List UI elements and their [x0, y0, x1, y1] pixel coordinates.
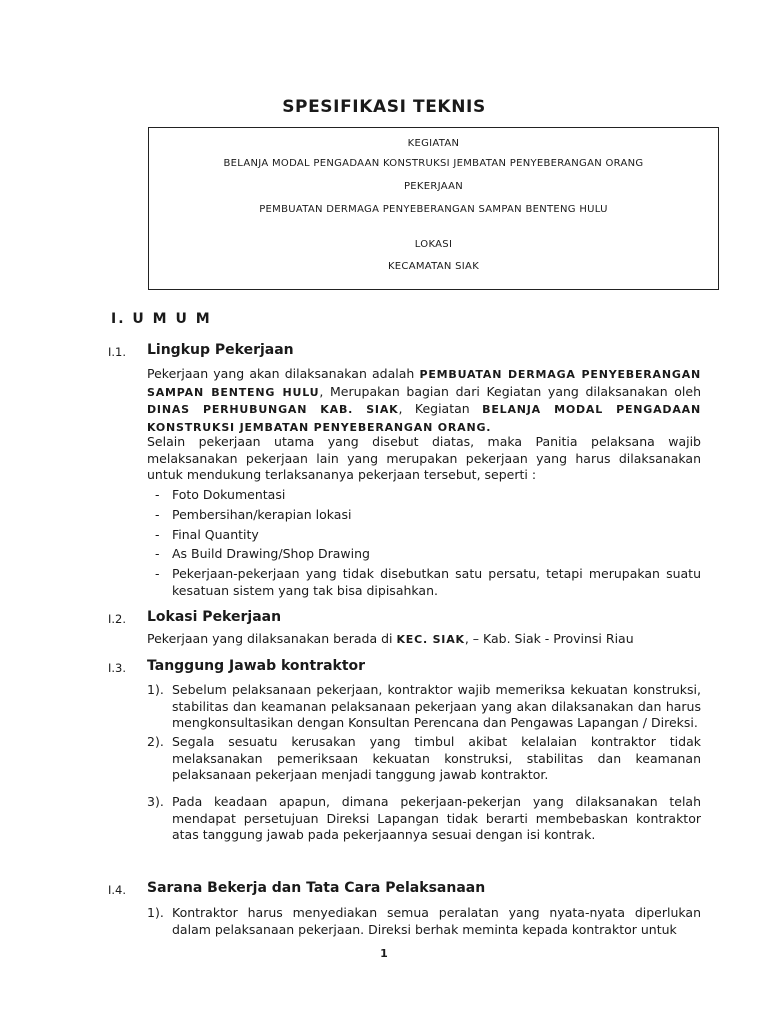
- list-number: 3).: [147, 794, 164, 809]
- section-heading: I. U M U M: [111, 311, 212, 327]
- subsection-number: I.3.: [108, 661, 127, 675]
- list-item: Sebelum pelaksanaan pekerjaan, kontraktor wajib memeriksa kekuatan konstruksi, stabilitas dan keamanan pelaksanaan pekerjaan yang akan dilaksanakan dan harus mengkonsultasikan dengan Konsultan Perencana dan Pengawas Lapangan / Direksi.: [172, 682, 701, 730]
- list-item: Pekerjaan-pekerjaan yang tidak disebutkan satu persatu, tetapi merupakan suatu kesatuan sistem yang tak bisa dipisahkan.: [172, 566, 701, 598]
- bullet-dash: -: [155, 546, 160, 561]
- list-item: Pembersihan/kerapian lokasi: [172, 507, 352, 522]
- list-item: Final Quantity: [172, 527, 259, 542]
- document-title: SPESIFIKASI TEKNIS: [282, 97, 486, 117]
- list-item: Pada keadaan apapun, dimana pekerjaan-pekerjan yang dilaksanakan telah mendapat persetujuan Direksi Lapangan tidak berarti membebaskan kontraktor atas tanggung jawab pada pekerjaannya sesuai dengan isi kontrak.: [172, 794, 701, 842]
- page-number: 1: [380, 947, 388, 960]
- text-span: Pekerjaan yang dilaksanakan berada di: [147, 631, 397, 646]
- box-lokasi-value: KECAMATAN SIAK: [387, 261, 480, 272]
- location-paragraph: [147, 631, 701, 649]
- bullet-dash: -: [155, 566, 160, 581]
- scope-paragraph-2: Selain pekerjaan utama yang disebut diatas, maka Panitia pelaksana wajib melaksanakan pekerjaan lain yang merupakan pekerjaan yang harus dilaksanakan untuk mendukung terlaksananya pekerjaan tersebut, seperti :: [147, 434, 701, 482]
- list-number: 1).: [147, 682, 164, 697]
- bold-span: PEMBUATAN DERMAGA PENYEBERANGAN SAMPAN BENTENG HULU: [147, 368, 702, 399]
- scope-paragraph: [147, 366, 701, 436]
- bold-span: BELANJA MODAL PENGADAAN KONSTRUKSI JEMBATAN PENYEBERANGAN ORANG.: [147, 403, 701, 434]
- text-span: , – Kab. Siak - Provinsi Riau: [464, 631, 634, 646]
- list-number: 1).: [147, 905, 164, 920]
- list-item: As Build Drawing/Shop Drawing: [172, 546, 370, 561]
- bullet-dash: -: [155, 527, 160, 542]
- subsection-title: Lingkup Pekerjaan: [147, 342, 294, 358]
- bold-span: DINAS PERHUBUNGAN KAB. SIAK: [147, 403, 399, 416]
- subsection-number: I.2.: [108, 612, 127, 626]
- bullet-dash: -: [155, 487, 160, 502]
- subsection-number: I.4.: [108, 883, 127, 897]
- bullet-dash: -: [155, 507, 160, 522]
- subsection-title: Tanggung Jawab kontraktor: [147, 658, 366, 674]
- subsection-title: Lokasi Pekerjaan: [147, 609, 282, 625]
- box-pekerjaan-value: PEMBUATAN DERMAGA PENYEBERANGAN SAMPAN BENTENG HULU: [259, 204, 608, 215]
- box-label-kegiatan: KEGIATAN: [407, 138, 460, 149]
- subsection-number: I.1.: [108, 345, 127, 359]
- text-span: , Kegiatan: [398, 401, 483, 416]
- box-label-lokasi: LOKASI: [414, 239, 453, 250]
- box-label-pekerjaan: PEKERJAAN: [403, 181, 464, 192]
- list-item: Kontraktor harus menyediakan semua peralatan yang nyata-nyata diperlukan dalam pelaksanaan pekerjaan. Direksi berhak meminta kepada kontraktor untuk: [172, 905, 701, 937]
- project-info-box: [148, 127, 719, 290]
- bold-span: KEC. SIAK: [396, 633, 465, 646]
- list-number: 2).: [147, 734, 164, 749]
- list-item: Foto Dokumentasi: [172, 487, 286, 502]
- list-item: Segala sesuatu kerusakan yang timbul akibat kelalaian kontraktor tidak melaksanakan pemeriksaan kekuatan konstruksi, stabilitas dan keamanan pelaksanaan pekerjaan menjadi tanggung jawab kontraktor.: [172, 734, 701, 782]
- box-kegiatan-value: BELANJA MODAL PENGADAAN KONSTRUKSI JEMBATAN PENYEBERANGAN ORANG: [223, 158, 644, 169]
- text-span: , Merupakan bagian dari Kegiatan yang dilaksanakan oleh: [319, 383, 701, 399]
- text-span: Pekerjaan yang akan dilaksanakan adalah: [147, 366, 420, 381]
- subsection-title: Sarana Bekerja dan Tata Cara Pelaksanaan: [147, 880, 486, 896]
